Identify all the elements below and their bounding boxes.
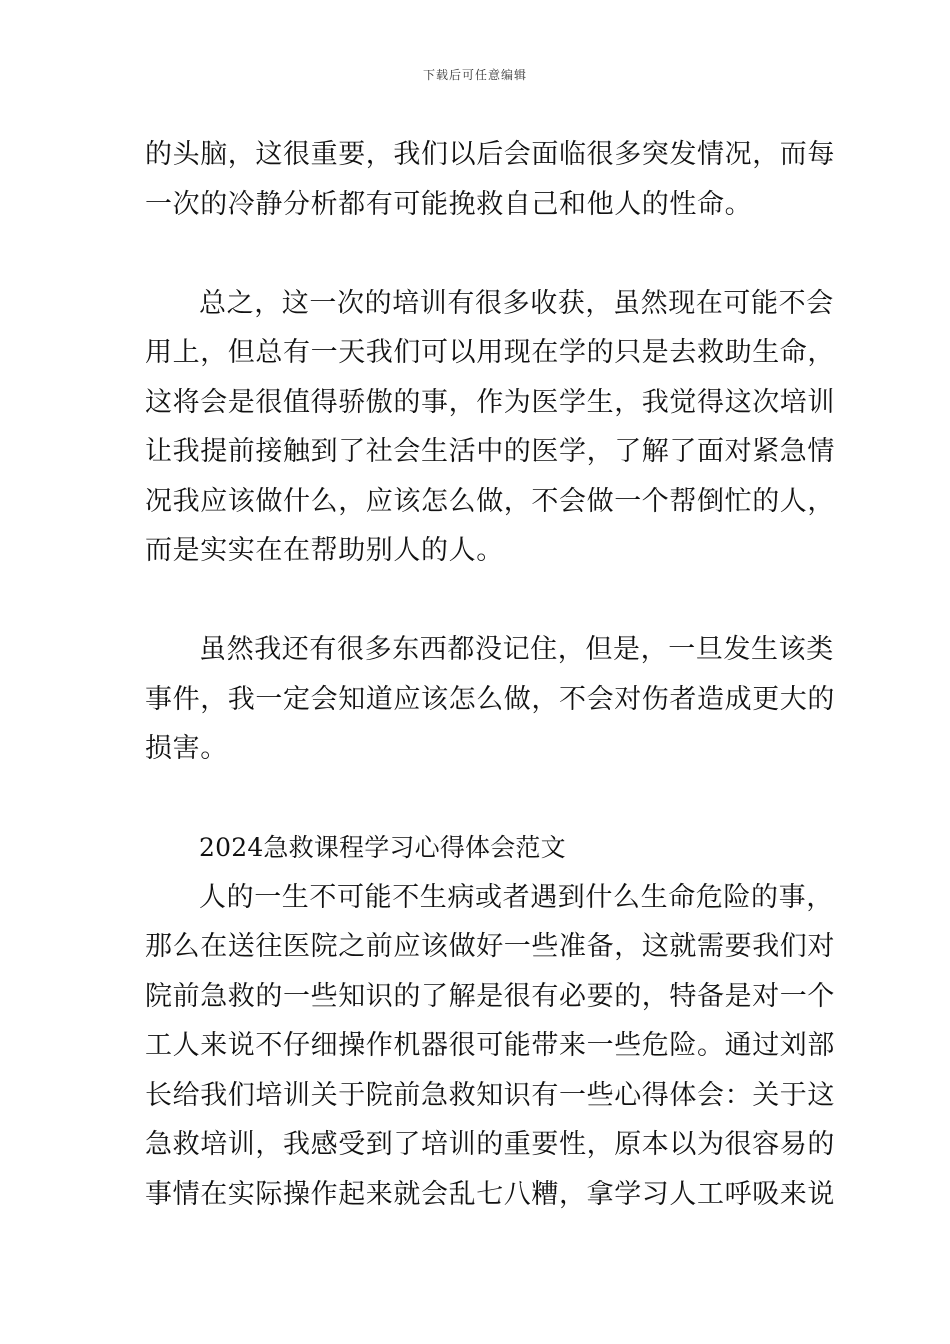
document-body [145, 130, 835, 1219]
text-line: 而是实实在在帮助别人的人。 [145, 535, 504, 566]
paragraph-2 [145, 279, 835, 576]
text-line: 损害。 [145, 733, 228, 764]
text-line: 总之，这一次的培训有很多收获，虽然现在可能不会 [199, 287, 834, 319]
text-line: 人的一生不可能不生病或者遇到什么生命危险的事， [199, 881, 834, 913]
text-line: 虽然我还有很多东西都没记住，但是，一旦发生该类 [199, 634, 834, 665]
text-line: 况我应该做什么，应该怎么做，不会做一个帮倒忙的人， [145, 485, 835, 517]
text-line: 事件，我一定会知道应该怎么做，不会对伤者造成更大的 [145, 683, 835, 715]
text-line: 事情在实际操作起来就会乱七八糟，拿学习人工呼吸来说 [145, 1178, 835, 1210]
paragraph-spacer [145, 576, 810, 626]
section-heading-block [145, 823, 810, 873]
section-heading: 2024急救课程学习心得体会范文 [199, 833, 566, 862]
paragraph-4 [145, 873, 835, 1220]
paragraph-spacer [145, 229, 810, 279]
text-line: 长给我们培训关于院前急救知识有一些心得体会：关于这 [145, 1079, 835, 1111]
text-line: 这将会是很值得骄傲的事，作为医学生，我觉得这次培训 [145, 386, 835, 418]
text-line: 工人来说不仔细操作机器很可能带来一些危险。通过刘部 [145, 1030, 835, 1061]
page-header: 下载后可任意编辑 [422, 68, 527, 82]
paragraph-spacer [145, 774, 810, 824]
text-line: 那么在送往医院之前应该做好一些准备，这就需要我们对 [145, 931, 835, 962]
text-line: 用上，但总有一天我们可以用现在学的只是去救助生命， [145, 337, 835, 368]
text-line: 急救培训，我感受到了培训的重要性，原本以为很容易的 [145, 1129, 835, 1160]
paragraph-3 [145, 625, 835, 774]
paragraph-1 [145, 130, 835, 229]
text-line: 的头脑，这很重要，我们以后会面临很多突发情况，而每 [145, 139, 835, 170]
text-line: 让我提前接触到了社会生活中的医学，了解了面对紧急情 [145, 436, 835, 467]
text-line: 院前急救的一些知识的了解是很有必要的，特备是对一个 [145, 980, 835, 1012]
text-line: 一次的冷静分析都有可能挽救自己和他人的性命。 [145, 188, 753, 220]
